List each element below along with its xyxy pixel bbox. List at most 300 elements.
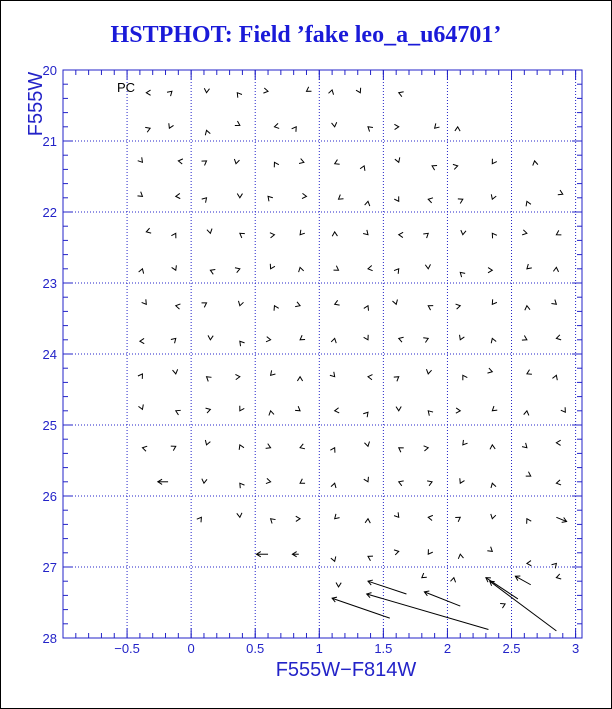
- vector-marker: [172, 265, 177, 270]
- vector-marker: [522, 230, 527, 235]
- vector-head: [292, 127, 297, 132]
- vector-marker: [240, 483, 245, 488]
- vector-head: [235, 268, 240, 273]
- vector-head: [202, 198, 207, 203]
- vector-head: [487, 368, 492, 373]
- vector-head: [491, 483, 496, 488]
- vector-head: [270, 264, 275, 269]
- vector-head: [561, 407, 566, 412]
- vector-marker: [274, 123, 279, 128]
- vector-head: [274, 306, 279, 311]
- vector-marker: [432, 166, 437, 171]
- vector-marker: [137, 192, 142, 197]
- vector-head: [300, 479, 305, 483]
- vector-head: [237, 194, 242, 198]
- vector-head: [556, 230, 561, 235]
- vector-head: [458, 554, 463, 559]
- vector-marker: [365, 519, 370, 523]
- vector-marker: [455, 127, 460, 131]
- vector-marker: [235, 268, 240, 273]
- vector-marker: [176, 410, 181, 415]
- vector-head: [171, 233, 176, 238]
- vector-marker: [336, 583, 341, 587]
- x-tick-label: 0.5: [246, 641, 265, 656]
- vector-head: [140, 338, 144, 343]
- y-tick-label: 20: [42, 63, 57, 78]
- vector-head: [399, 481, 404, 486]
- vector-head: [306, 87, 311, 91]
- vector-marker: [331, 556, 336, 561]
- vector-marker: [556, 517, 566, 522]
- vector-marker: [138, 374, 143, 379]
- vector-head: [207, 377, 212, 382]
- vector-marker: [365, 201, 370, 206]
- y-tick-label: 21: [42, 134, 57, 149]
- vector-head: [334, 266, 339, 271]
- vector-head: [461, 230, 466, 235]
- vector-head: [336, 583, 341, 587]
- vector-marker: [456, 304, 461, 309]
- vector-head: [138, 404, 143, 409]
- vector-marker: [533, 161, 538, 166]
- marks-layer: [137, 87, 566, 631]
- vector-marker: [300, 335, 305, 340]
- vector-marker: [299, 267, 304, 272]
- vector-marker: [331, 483, 336, 488]
- vector-head: [328, 90, 333, 95]
- vector-head: [428, 306, 433, 310]
- vector-marker: [269, 411, 274, 416]
- vector-head: [204, 88, 209, 92]
- vector-marker: [394, 512, 399, 517]
- vector-marker: [428, 198, 433, 203]
- y-tick-label: 27: [42, 560, 57, 575]
- vector-head: [522, 443, 527, 448]
- vector-marker: [292, 552, 298, 557]
- vector-head: [491, 338, 496, 343]
- vector-marker: [360, 166, 365, 171]
- vector-marker: [368, 127, 373, 132]
- vector-marker: [330, 448, 335, 453]
- vector-head: [558, 190, 563, 195]
- vector-head: [300, 335, 305, 340]
- vector-head: [394, 269, 399, 274]
- vector-head: [269, 411, 274, 416]
- vector-marker: [463, 375, 467, 380]
- vector-marker: [423, 233, 428, 238]
- vector-marker: [266, 444, 271, 449]
- vector-head: [339, 195, 344, 200]
- vector-marker: [463, 440, 468, 445]
- vector-marker: [335, 160, 340, 165]
- vector-head: [202, 161, 207, 166]
- vector-marker: [300, 479, 305, 483]
- vector-head: [238, 301, 243, 306]
- vector-marker: [158, 479, 168, 484]
- vector-marker: [422, 573, 427, 578]
- vector-head: [392, 299, 397, 304]
- vector-head: [424, 446, 429, 451]
- vector-head: [331, 556, 336, 561]
- vector-head: [488, 268, 492, 273]
- vector-marker: [237, 93, 242, 98]
- vector-line: [424, 592, 460, 606]
- vector-marker: [239, 445, 244, 450]
- vector-head: [491, 194, 496, 199]
- y-axis-label: F555W: [25, 71, 47, 137]
- vector-head: [522, 230, 527, 235]
- y-tick-label: 28: [42, 631, 57, 646]
- vector-marker: [234, 159, 239, 164]
- vector-marker: [270, 264, 275, 269]
- vector-head: [427, 481, 432, 486]
- vector-head: [363, 412, 368, 417]
- vector-marker: [240, 406, 244, 411]
- vector-marker: [240, 341, 245, 346]
- vector-marker: [458, 199, 463, 204]
- vector-head: [428, 549, 433, 554]
- vector-head: [435, 123, 440, 128]
- vector-head: [428, 198, 433, 203]
- vector-head: [360, 166, 365, 171]
- vector-marker: [428, 411, 433, 416]
- vector-marker: [458, 554, 463, 559]
- vector-head: [302, 193, 306, 198]
- vector-head: [364, 306, 369, 311]
- vector-marker: [552, 375, 557, 380]
- vector-head: [460, 478, 465, 483]
- vector-marker: [145, 127, 150, 132]
- vector-marker: [527, 561, 531, 566]
- vector-marker: [428, 549, 433, 554]
- vector-marker: [492, 233, 497, 238]
- vector-marker: [300, 444, 305, 449]
- vector-head: [492, 406, 497, 411]
- vector-marker: [522, 335, 527, 340]
- vector-head: [492, 299, 497, 304]
- vector-marker: [491, 483, 496, 488]
- vector-marker: [394, 377, 399, 382]
- vector-marker: [399, 481, 404, 486]
- vector-marker: [558, 190, 563, 195]
- vector-head: [176, 193, 180, 198]
- vector-head: [456, 304, 461, 309]
- vector-marker: [551, 300, 556, 305]
- vector-head: [138, 374, 143, 379]
- vector-marker: [522, 443, 527, 448]
- vector-marker: [425, 264, 430, 268]
- vector-marker: [450, 578, 455, 583]
- vector-head: [206, 408, 211, 413]
- x-tick-label: 1.5: [374, 641, 393, 656]
- vector-marker: [169, 123, 174, 128]
- vector-marker: [399, 448, 404, 453]
- vector-marker: [274, 306, 279, 311]
- vector-head: [492, 159, 497, 164]
- vector-head: [399, 232, 403, 237]
- vector-marker: [394, 550, 399, 555]
- x-tick-label: 2: [443, 641, 452, 656]
- vector-head: [460, 335, 465, 340]
- vector-marker: [526, 472, 531, 476]
- vector-marker: [491, 514, 496, 519]
- vector-marker: [363, 230, 368, 235]
- vector-head: [205, 440, 210, 445]
- x-tick-label: 3: [571, 641, 580, 656]
- vector-head: [142, 446, 147, 451]
- vector-head: [487, 547, 492, 552]
- vector-head: [394, 377, 399, 382]
- vector-head: [271, 370, 276, 375]
- vector-marker: [202, 161, 207, 166]
- vector-marker: [364, 477, 369, 482]
- vector-head: [553, 267, 558, 271]
- vector-marker: [266, 478, 271, 483]
- vector-marker: [334, 266, 339, 271]
- vector-head: [491, 514, 496, 519]
- vector-head: [364, 442, 369, 447]
- vector-head: [240, 483, 245, 488]
- vector-head: [526, 472, 531, 476]
- vector-marker: [492, 159, 497, 164]
- vector-head: [556, 335, 561, 340]
- vector-head: [176, 304, 181, 309]
- vector-head: [425, 264, 430, 268]
- vector-head: [330, 448, 335, 453]
- vector-head: [300, 444, 305, 449]
- vector-head: [551, 300, 556, 305]
- vector-marker: [171, 446, 176, 451]
- vector-marker: [456, 408, 460, 413]
- vector-marker: [208, 335, 213, 339]
- vector-head: [368, 375, 373, 380]
- vector-marker: [487, 368, 492, 373]
- vector-head: [274, 123, 279, 128]
- vector-marker: [178, 159, 183, 164]
- vector-marker: [527, 264, 532, 269]
- vector-marker: [138, 404, 143, 409]
- vector-marker: [205, 440, 210, 445]
- vector-head: [396, 406, 401, 410]
- vector-marker: [460, 272, 465, 277]
- vector-marker: [556, 480, 561, 485]
- vector-head: [399, 337, 404, 342]
- vector-marker: [363, 412, 368, 417]
- vector-marker: [202, 303, 207, 307]
- vector-marker: [395, 157, 400, 162]
- vector-head: [460, 272, 465, 277]
- vector-head: [274, 162, 279, 167]
- vector-marker: [368, 375, 373, 380]
- vector-marker: [146, 228, 151, 233]
- vector-head: [364, 335, 369, 340]
- panel-label: PC: [117, 80, 136, 95]
- vector-marker: [270, 233, 275, 238]
- vector-head: [240, 341, 245, 346]
- vector-marker: [240, 233, 245, 238]
- vector-head: [492, 233, 497, 238]
- vector-head: [365, 519, 370, 523]
- vector-head: [207, 229, 212, 234]
- vector-marker: [461, 230, 466, 235]
- vector-marker: [328, 90, 333, 95]
- vector-marker: [171, 338, 176, 343]
- vector-marker: [202, 198, 207, 203]
- vector-head: [500, 603, 505, 608]
- vector-head: [368, 266, 373, 271]
- vector-head: [138, 157, 143, 162]
- vector-head: [176, 410, 181, 415]
- vector-marker: [335, 408, 340, 413]
- vector-head: [332, 122, 337, 127]
- vector-marker: [367, 593, 489, 630]
- vector-marker: [524, 411, 529, 416]
- vector-marker: [205, 130, 210, 135]
- vector-marker: [237, 513, 242, 518]
- vector-marker: [140, 338, 144, 343]
- vector-marker: [368, 556, 373, 561]
- vector-head: [363, 230, 368, 235]
- vector-marker: [335, 300, 340, 305]
- vector-head: [172, 265, 177, 270]
- vector-marker: [491, 194, 496, 199]
- vector-head: [208, 335, 213, 339]
- vector-marker: [364, 442, 369, 447]
- vector-marker: [525, 306, 530, 311]
- vector-head: [330, 372, 335, 377]
- vector-head: [527, 264, 532, 269]
- vector-head: [428, 515, 433, 520]
- vector-marker: [364, 306, 369, 311]
- vector-marker: [266, 337, 271, 342]
- vector-marker: [295, 406, 300, 411]
- vector-marker: [394, 196, 398, 201]
- vector-marker: [553, 267, 558, 271]
- vector-marker: [302, 193, 306, 198]
- vector-head: [428, 411, 433, 416]
- vector-marker: [142, 446, 147, 451]
- vector-marker: [364, 335, 369, 340]
- vector-head: [137, 192, 142, 197]
- vector-head: [142, 299, 147, 304]
- vector-head: [205, 130, 210, 135]
- vector-marker: [139, 269, 144, 274]
- vector-head: [524, 411, 529, 416]
- vector-marker: [394, 269, 399, 274]
- vector-head: [173, 369, 178, 374]
- vector-marker: [460, 478, 465, 483]
- vector-marker: [424, 591, 460, 606]
- vector-marker: [204, 88, 209, 92]
- vector-marker: [396, 406, 401, 410]
- vector-head: [266, 444, 271, 449]
- vector-head: [146, 90, 150, 95]
- y-tick-label: 26: [42, 489, 57, 504]
- vector-head: [202, 479, 207, 484]
- vector-marker: [552, 563, 557, 568]
- vector-marker: [207, 377, 212, 382]
- vector-marker: [268, 196, 273, 201]
- vector-head: [332, 232, 337, 236]
- vector-head: [556, 440, 560, 445]
- vector-head: [364, 477, 369, 482]
- x-tick-label: 1: [315, 641, 323, 656]
- vector-marker: [435, 123, 440, 128]
- vector-marker: [368, 580, 406, 594]
- vector-head: [432, 166, 437, 171]
- vector-head: [426, 369, 431, 374]
- vector-marker: [424, 446, 429, 451]
- vector-head: [331, 338, 336, 343]
- vector-marker: [173, 369, 178, 374]
- vector-marker: [146, 90, 150, 95]
- vector-head: [146, 228, 151, 233]
- y-tick-label: 22: [42, 205, 57, 220]
- vector-marker: [427, 481, 432, 486]
- vector-marker: [292, 127, 297, 132]
- vector-marker: [453, 164, 458, 169]
- vector-marker: [274, 162, 279, 167]
- vector-head: [335, 300, 340, 305]
- vector-marker: [399, 92, 404, 97]
- vector-marker: [515, 576, 530, 585]
- vector-head: [240, 233, 245, 238]
- vector-marker: [392, 299, 397, 304]
- vector-marker: [142, 299, 147, 304]
- vector-marker: [176, 193, 180, 198]
- vector-marker: [492, 406, 497, 411]
- vector-head: [268, 196, 273, 201]
- vector-head: [237, 93, 242, 98]
- vector-marker: [300, 230, 305, 235]
- vector-marker: [171, 233, 176, 238]
- vector-head: [202, 303, 207, 307]
- vector-marker: [487, 547, 492, 552]
- vector-marker: [206, 408, 211, 413]
- vector-head: [455, 517, 460, 522]
- vector-marker: [235, 374, 239, 379]
- vector-marker: [423, 338, 428, 343]
- vector-marker: [556, 440, 560, 445]
- vector-head: [456, 408, 460, 413]
- vector-head: [239, 445, 244, 450]
- vector-marker: [491, 338, 496, 343]
- vector-head: [552, 563, 557, 568]
- vector-marker: [332, 232, 337, 236]
- vector-marker: [356, 88, 361, 93]
- vector-head: [399, 92, 404, 97]
- vector-head: [296, 516, 300, 521]
- vector-head: [331, 483, 336, 488]
- vector-head: [527, 561, 531, 566]
- vector-marker: [428, 306, 433, 310]
- vector-head: [266, 478, 271, 483]
- vector-marker: [399, 337, 404, 342]
- vector-head: [178, 159, 183, 164]
- vector-head: [552, 375, 557, 380]
- vector-marker: [492, 299, 497, 304]
- vector-head: [394, 512, 399, 517]
- vector-head: [368, 556, 373, 561]
- vector-head: [368, 127, 373, 132]
- vector-head: [145, 127, 150, 132]
- vector-marker: [488, 268, 492, 273]
- vector-marker: [399, 232, 403, 237]
- vector-marker: [556, 574, 561, 579]
- vector-marker: [394, 124, 398, 129]
- vector-marker: [527, 519, 532, 524]
- vector-head: [271, 519, 276, 524]
